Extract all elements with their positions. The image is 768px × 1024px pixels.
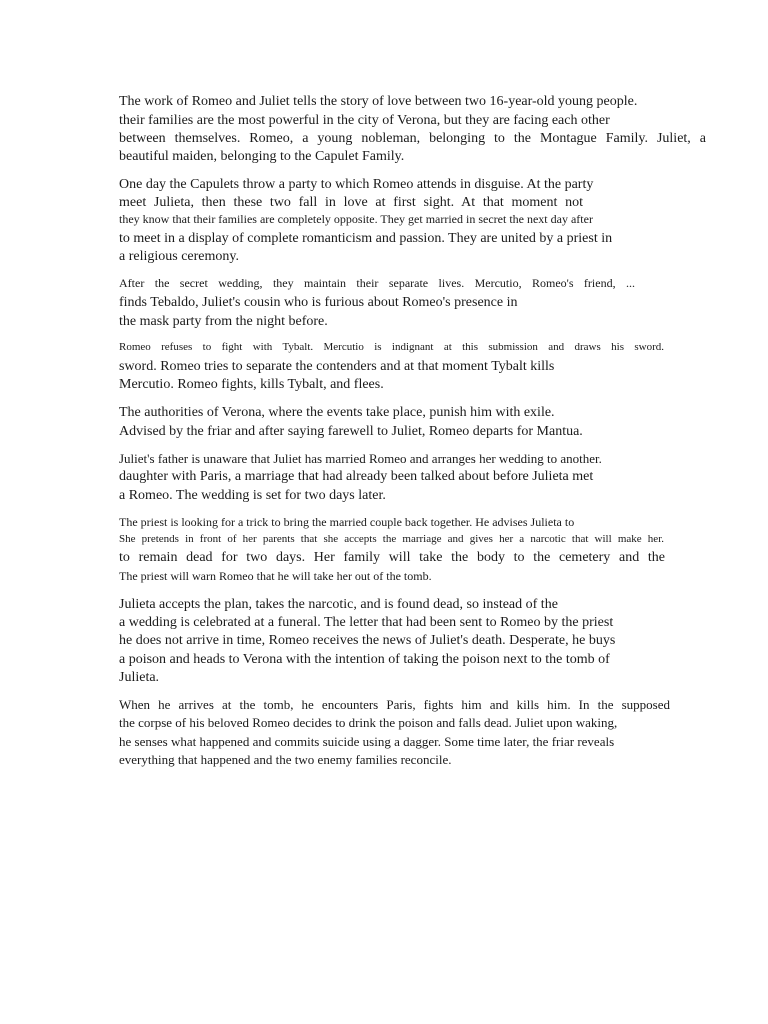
paragraph-4-line-2: sword. Romeo tries to separate the contenders and at that moment Tybalt kills bbox=[119, 359, 555, 374]
paragraph-4-line-1: Romeo refuses to fight with Tybalt. Mercutio is indignant at this submission and draws his sword. bbox=[119, 341, 664, 353]
paragraph-7-line-4: The priest will warn Romeo that he will take her out of the tomb. bbox=[119, 569, 432, 583]
paragraph-2-line-4: to meet in a display of complete romanticism and passion. They are united by a priest in bbox=[119, 231, 613, 246]
paragraph-8-line-1: Julieta accepts the plan, takes the narcotic, and is found dead, so instead of the bbox=[119, 597, 558, 612]
paragraph-8-line-3: he does not arrive in time, Romeo receives the news of Juliet's death. Desperate, he buys bbox=[119, 633, 616, 648]
paragraph-2-line-3: they know that their families are completely opposite. They get married in secret the next day after bbox=[119, 212, 593, 226]
paragraph-7-line-1: The priest is looking for a trick to bring the married couple back together. He advises Julieta to bbox=[119, 515, 575, 529]
paragraph-2-line-2: meet Julieta, then these two fall in love at first sight. At that moment not bbox=[119, 195, 583, 210]
paragraph-3-line-1: After the secret wedding, they maintain their separate lives. Mercutio, Romeo's friend, ... bbox=[119, 276, 635, 290]
paragraph-2-line-5: a religious ceremony. bbox=[119, 249, 239, 264]
paragraph-1-line-4: beautiful maiden, belonging to the Capulet Family. bbox=[119, 149, 405, 164]
paragraph-9-line-2: the corpse of his beloved Romeo decides to drink the poison and falls dead. Juliet upon waking, bbox=[119, 715, 618, 730]
paragraph-5-line-2: Advised by the friar and after saying farewell to Juliet, Romeo departs for Mantua. bbox=[119, 424, 583, 439]
paragraph-7-line-3: to remain dead for two days. Her family will take the body to the cemetery and the bbox=[119, 550, 665, 565]
paragraph-1-line-1: The work of Romeo and Juliet tells the story of love between two 16-year-old young people. bbox=[119, 94, 638, 109]
paragraph-9-line-1: When he arrives at the tomb, he encounters Paris, fights him and kills him. In the supposed bbox=[119, 697, 670, 712]
paragraph-9-line-4: everything that happened and the two enemy families reconcile. bbox=[119, 752, 452, 767]
paragraph-6-line-2: daughter with Paris, a marriage that had already been talked about before Julieta met bbox=[119, 469, 594, 484]
paragraph-9-line-3: he senses what happened and commits suicide using a dagger. Some time later, the friar reveals bbox=[119, 734, 615, 749]
paragraph-4-line-3: Mercutio. Romeo fights, kills Tybalt, and flees. bbox=[119, 377, 384, 392]
paragraph-8-line-4: a poison and heads to Verona with the intention of taking the poison next to the tomb of bbox=[119, 652, 610, 667]
paragraph-1-line-3: between themselves. Romeo, a young nobleman, belonging to the Montague Family. Juliet, a bbox=[119, 131, 706, 146]
paragraph-6-line-1: Juliet's father is unaware that Juliet has married Romeo and arranges her wedding to another. bbox=[119, 451, 602, 466]
paragraph-1-line-2: their families are the most powerful in the city of Verona, but they are facing each other bbox=[119, 113, 610, 128]
paragraph-5-line-1: The authorities of Verona, where the events take place, punish him with exile. bbox=[119, 405, 555, 420]
paragraph-6-line-3: a Romeo. The wedding is set for two days later. bbox=[119, 488, 386, 503]
paragraph-3-line-3: the mask party from the night before. bbox=[119, 314, 328, 329]
paragraph-7-line-2: She pretends in front of her parents that she accepts the marriage and gives her a narcotic that will make her. bbox=[119, 533, 664, 545]
paragraph-3-line-2: finds Tebaldo, Juliet's cousin who is furious about Romeo's presence in bbox=[119, 295, 518, 310]
paragraph-8-line-2: a wedding is celebrated at a funeral. The letter that had been sent to Romeo by the priest bbox=[119, 615, 614, 630]
paragraph-8-line-5: Julieta. bbox=[119, 670, 160, 685]
paragraph-2-line-1: One day the Capulets throw a party to which Romeo attends in disguise. At the party bbox=[119, 177, 594, 192]
